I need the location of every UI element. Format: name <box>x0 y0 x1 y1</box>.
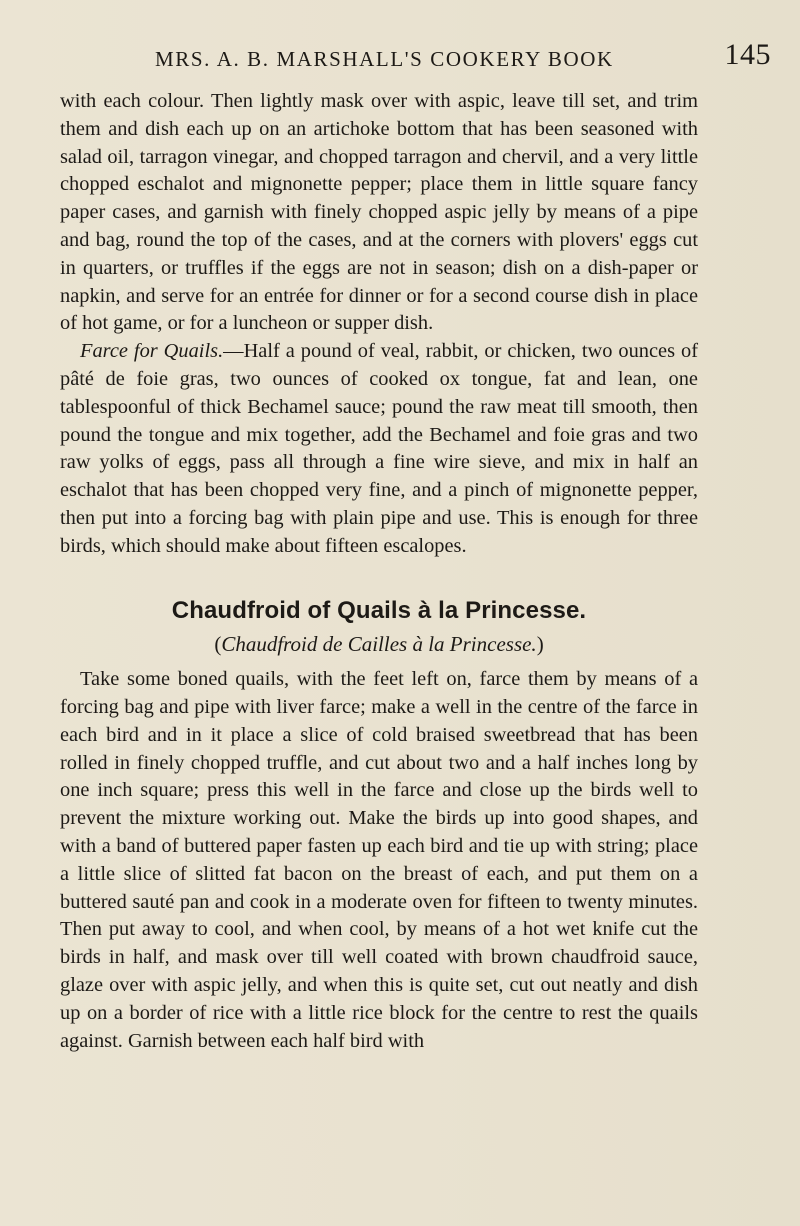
recipe-subtitle: Chaudfroid de Cailles à la Princesse. <box>221 632 537 657</box>
farce-heading: Farce for Quails. <box>80 340 224 363</box>
recipe-paragraph: Take some boned quails, with the feet left on, farce them by means of a forcing bag and pipe with liver farce; make a well in the centre of the farce in each bird and in it place a slice of cold braised sweetbread that has been rolled in finely chopped truffle, and cut about two and a half inches long by one inch square; press this well in the farce and close up the birds well to prevent the mixture working out. Make the birds up into good shapes, and with a band of buttered paper fasten up each bird and tie up with string; place a little slice of slitted fat bacon on the breast of each, and put them on a buttered sauté pan and cook in a moderate oven for fifteen to twenty minutes. Then put away to cool, and when cool, by means of a hot wet knife cut the birds in half, and mask over till well coated with brown chaudfroid sauce, glaze over with aspic jelly, and when this is quite set, cut out neatly and dish up on a border of rice with a little rice block for the centre to rest the quails against. Garnish between each half bird with <box>60 668 698 1052</box>
page-number: 145 <box>724 38 771 71</box>
page-body <box>60 88 698 1055</box>
intro-paragraph: with each colour. Then lightly mask over with aspic, leave till set, and trim them and dish each up on an artichoke bottom that has been seasoned with salad oil, tarragon vinegar, and chopped tarragon and chervil, and a very little chopped eschalot and mignonette pepper; place them in little square fancy paper cases, and garnish with finely chopped aspic jelly by means of a pipe and bag, round the top of the cases, and at the corners with plovers' eggs cut in quarters, or truffles if the eggs are not in season; dish on a dish-paper or napkin, and serve for an entrée for dinner or for a second course dish in place of hot game, or for a luncheon or supper dish. <box>60 90 698 335</box>
subtitle-open-paren: ( <box>214 632 222 657</box>
recipe-title: Chaudfroid of Quails à la Princesse. <box>171 596 587 624</box>
farce-paragraph <box>60 338 698 560</box>
running-title: MRS. A. B. MARSHALL'S COOKERY BOOK <box>155 47 614 71</box>
recipe-subtitle-line <box>60 631 698 659</box>
subtitle-close-paren: ) <box>536 632 544 657</box>
farce-text: —Half a pound of veal, rabbit, or chicken, two ounces of pâté de foie gras, two ounces of cooked ox tongue, fat and lean, one tablespoonful of thick Bechamel sauce; pound the raw meat till smooth, then pound the tongue and mix together, add the Bechamel and foie gras and two raw yolks of eggs, pass all through a fine wire sieve, and mix in half an eschalot that has been chopped very fine, and a pinch of mignonette pepper, then put into a forcing bag with plain pipe and use. This is enough for three birds, which should make about fifteen escalopes. <box>60 340 698 557</box>
running-header <box>60 0 771 88</box>
